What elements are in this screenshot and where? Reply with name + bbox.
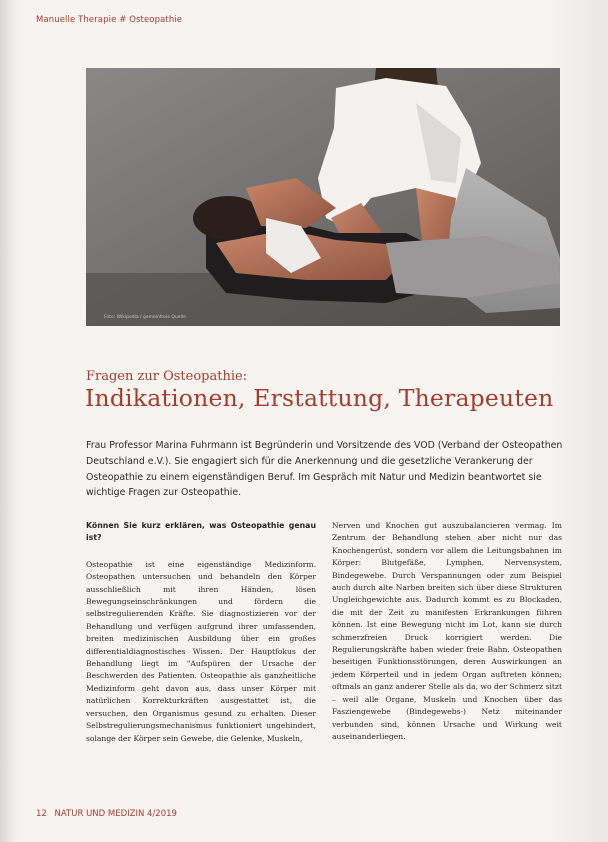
page-number: 12 <box>36 809 47 819</box>
answer-paragraph-right: Nerven und Knochen gut auszubalancieren vermag. Im Zentrum der Behandlung stehen aber nicht nur das Knochengerüst, sondern vor allem die Leitungsbahnen im Körper: Blutgefäße, Lymphen, Nervensystem, Bindegewebe. Durch Verspannungen oder zum Beispiel auch durch alte Narben breiten sich über diese Strukturen Ungleichgewichte aus. Dadurch kommt es zu Blockaden, die mit der Zeit zu manifesten Erkrankungen führen können. Ist eine Bewegung nicht im Lot, kann sie durch schmerzfreien Druck korrigiert werden. Die Regulierungskräfte haben wieder freie Bahn. Osteopathen beseitigen Funktionsstörungen, deren Auswirkungen an jedem Körperteil und in jedem Organ auftreten können; oftmals an ganz anderer Stelle als da, wo der Schmerz sitzt – weil alle Organe, Muskeln und Knochen über das Fasziengewebe (Bindegewebs-) Netz miteinander verbunden sind, können Ursache und Wirkung weit auseinanderliegen. <box>332 521 562 741</box>
photo-credit: Foto: Wikipedia / gemeinfreie Quelle <box>104 315 186 320</box>
article-lead: Frau Professor Marina Fuhrmann ist Begründerin und Vorsitzende des VOD (Verband der Osteopathen Deutschland e.V.). Sie engagiert sich für die Anerkennung und die gesetzliche Verankerung der Osteopathie zu einem eigenständigen Beruf. Im Gespräch mit Natur und Medizin beantwortet sie wichtige Fragen zur Osteopathie. <box>86 440 563 499</box>
section-header: Manuelle Therapie # Osteopathie <box>36 15 183 25</box>
interview-question: Können Sie kurz erklären, was Osteopathie genau ist? <box>86 521 316 543</box>
page-footer <box>36 809 177 819</box>
page-spine-shadow <box>0 0 14 842</box>
article-headline: Indikationen, Erstattung, Therapeuten <box>85 384 554 412</box>
text-column-right <box>332 520 562 743</box>
answer-paragraph-left: Osteopathie ist eine eigenständige Medizinform. Osteopathen untersuchen und behandeln den Körper ausschließlich mit ihren Händen, lösen Bewegungseinschränkungen und fördern die selbstregulierenden Kräfte. Sie diagnostizieren vor der Behandlung und verfügen aufgrund ihrer umfassenden, breiten medizinischen Ausbildung über ein großes differentialdiagnostisches Wissen. Der Hauptfokus der Behandlung liegt im "Aufspüren der Ursache der Beschwerden des Patienten. Osteopathie als ganzheitliche Medizinform geht davon aus, dass unser Körper mit natürlichen Korrekturkräften ausgestattet ist, die versuchen, den Organismus gesund zu erhalten. Dieser Selbstregulierungsmechanismus funktioniert ungehindert, solange der Körper sein Gewebe, die Gelenke, Muskeln, <box>86 559 316 743</box>
article-kicker: Fragen zur Osteopathie: <box>86 369 248 384</box>
text-column-left <box>86 520 316 745</box>
magazine-issue: NATUR UND MEDIZIN 4/2019 <box>54 809 177 819</box>
article-photo <box>86 68 560 326</box>
